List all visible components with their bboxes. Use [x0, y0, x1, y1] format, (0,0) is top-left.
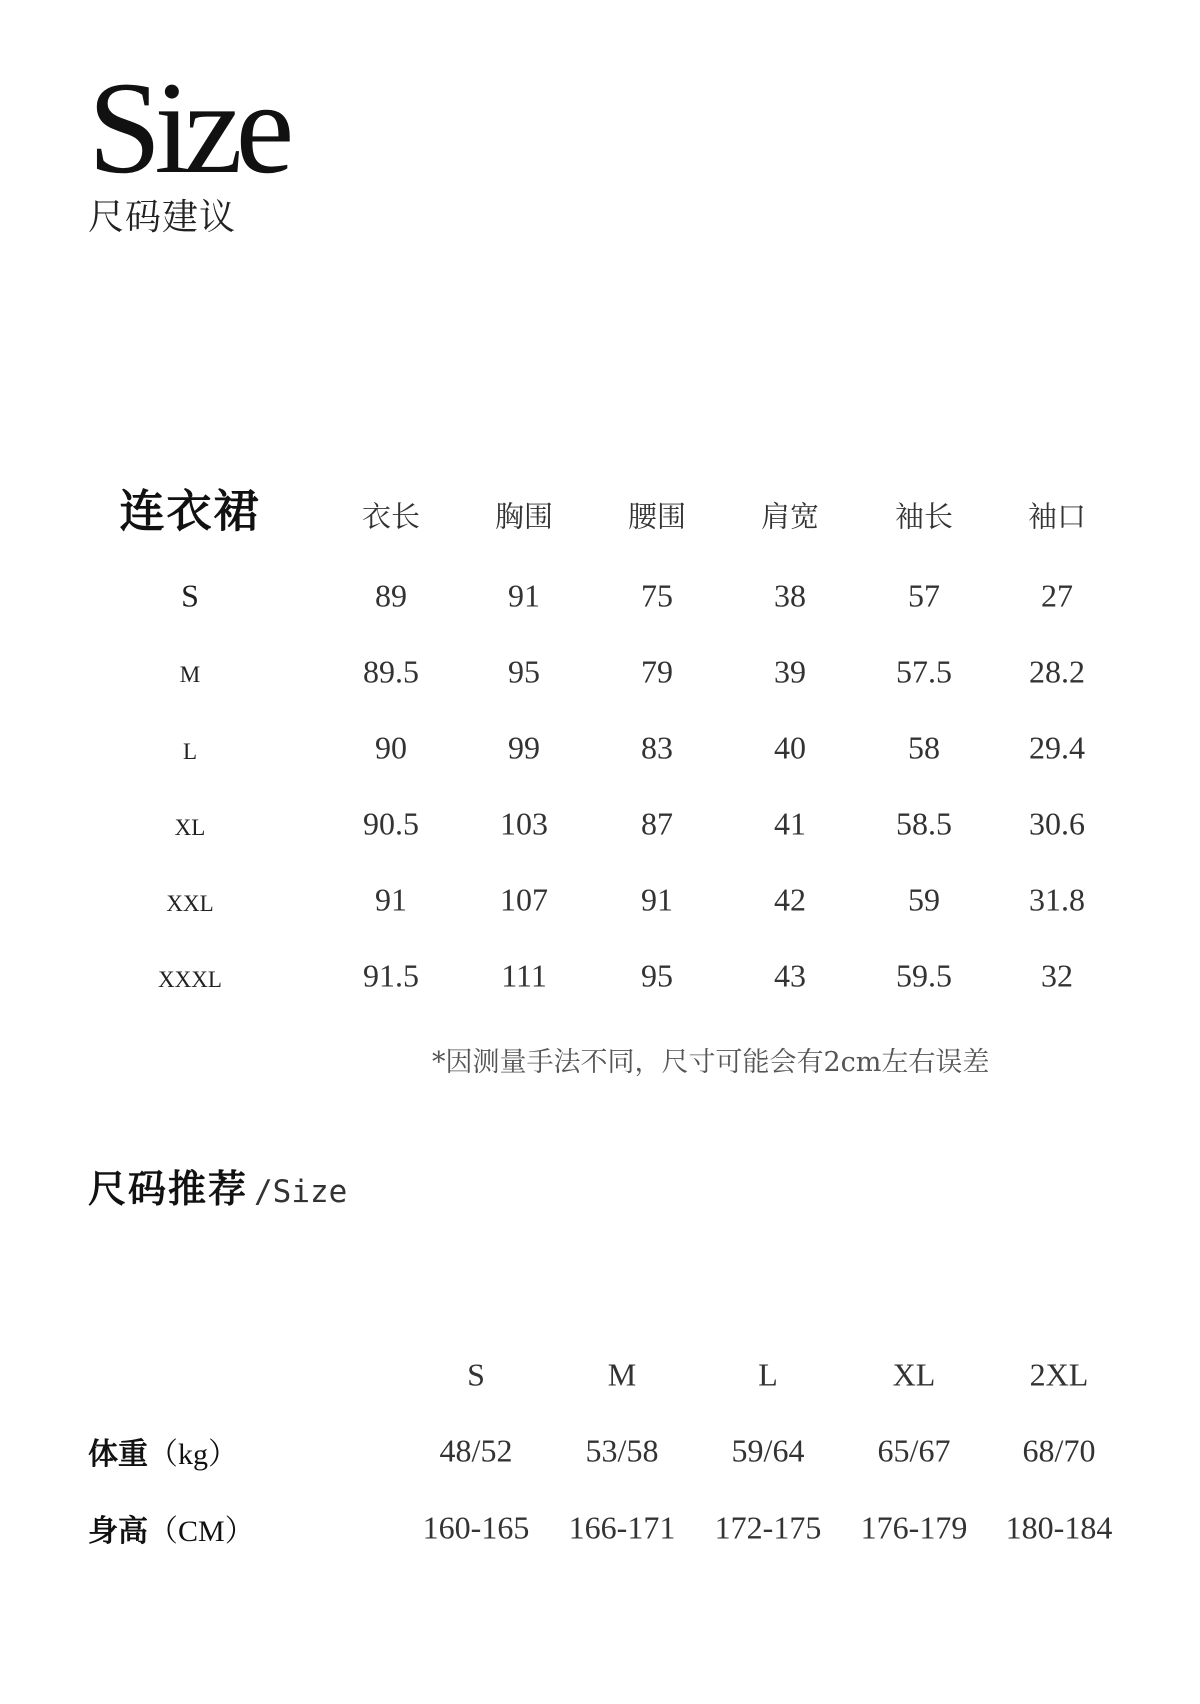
table-cell: 107 [500, 881, 548, 918]
rec-row-label-height [88, 1506, 255, 1550]
recommend-title-cn: 尺码推荐 [88, 1166, 249, 1211]
col-header-bust: 胸围 [494, 499, 554, 534]
table-cell: 58 [908, 729, 940, 766]
row-size-label: L [182, 739, 198, 764]
table-cell: 57.5 [896, 653, 952, 690]
table-cell: 91 [641, 881, 673, 918]
table-cell: 42 [774, 881, 806, 918]
rec-size-header: M [607, 1356, 637, 1393]
table-cell: 87 [641, 805, 673, 842]
table-cell: 95 [641, 957, 673, 994]
table-cell: 91 [375, 881, 407, 918]
table-cell: 75 [641, 577, 673, 614]
rec-row-label-weight [88, 1429, 238, 1473]
recommend-title-en: /Size [254, 1174, 348, 1210]
table-cell: 59 [908, 881, 940, 918]
rec-size-header: 2XL [1029, 1356, 1089, 1393]
product-label: 连衣裙 [119, 484, 261, 538]
rec-size-header: XL [892, 1356, 936, 1393]
col-header-shoulder: 肩宽 [760, 499, 820, 534]
table-cell: 95 [508, 653, 540, 690]
table-cell: 111 [501, 957, 547, 994]
table-cell: 90 [375, 729, 407, 766]
table-cell: 89 [375, 577, 407, 614]
rec-size-header: L [758, 1356, 778, 1393]
page-subtitle: 尺码建议 [88, 197, 237, 238]
rec-cell: 65/67 [877, 1432, 951, 1469]
table-cell: 40 [774, 729, 806, 766]
rec-row-label-text: 体重 [88, 1437, 148, 1472]
measurement-note: *因测量手法不同，尺寸可能会有2cm左右误差 [432, 1047, 990, 1078]
table-cell: 39 [774, 653, 806, 690]
row-size-label: S [181, 577, 199, 614]
table-cell: 91 [508, 577, 540, 614]
rec-cell: 166-171 [568, 1509, 676, 1546]
rec-cell: 53/58 [585, 1432, 659, 1469]
page-title: Size [88, 54, 288, 201]
table-cell: 90.5 [363, 805, 419, 842]
table-cell: 29.4 [1029, 729, 1085, 766]
row-size-label: M [179, 662, 201, 687]
table-cell: 32 [1041, 957, 1073, 994]
rec-cell: 59/64 [731, 1432, 805, 1469]
table-cell: 83 [641, 729, 673, 766]
table-cell: 43 [774, 957, 806, 994]
rec-cell: 48/52 [439, 1432, 513, 1469]
rec-size-header: S [467, 1356, 485, 1393]
rec-row-unit: （CM） [148, 1515, 255, 1548]
table-cell: 91.5 [363, 957, 419, 994]
row-size-label: XXXL [158, 967, 222, 992]
rec-row-label-text: 身高 [88, 1514, 148, 1549]
table-cell: 89.5 [363, 653, 419, 690]
table-cell: 79 [641, 653, 673, 690]
rec-row-unit: （kg） [148, 1438, 238, 1471]
table-cell: 28.2 [1029, 653, 1085, 690]
col-header-waist: 腰围 [627, 499, 687, 534]
rec-cell: 68/70 [1022, 1432, 1096, 1469]
table-cell: 41 [774, 805, 806, 842]
col-header-cuff: 袖口 [1027, 499, 1087, 534]
table-cell: 27 [1041, 577, 1073, 614]
table-cell: 99 [508, 729, 540, 766]
rec-cell: 160-165 [422, 1509, 530, 1546]
table-cell: 57 [908, 577, 940, 614]
col-header-sleeve: 袖长 [894, 499, 954, 534]
table-cell: 38 [774, 577, 806, 614]
table-cell: 103 [500, 805, 548, 842]
rec-cell: 180-184 [1005, 1509, 1113, 1546]
rec-cell: 172-175 [714, 1509, 822, 1546]
rec-cell: 176-179 [860, 1509, 968, 1546]
row-size-label: XL [174, 815, 206, 840]
col-header-length: 衣长 [361, 499, 421, 534]
row-size-label: XXL [166, 891, 214, 916]
table-cell: 58.5 [896, 805, 952, 842]
table-cell: 59.5 [896, 957, 952, 994]
table-cell: 30.6 [1029, 805, 1085, 842]
table-cell: 31.8 [1029, 881, 1085, 918]
